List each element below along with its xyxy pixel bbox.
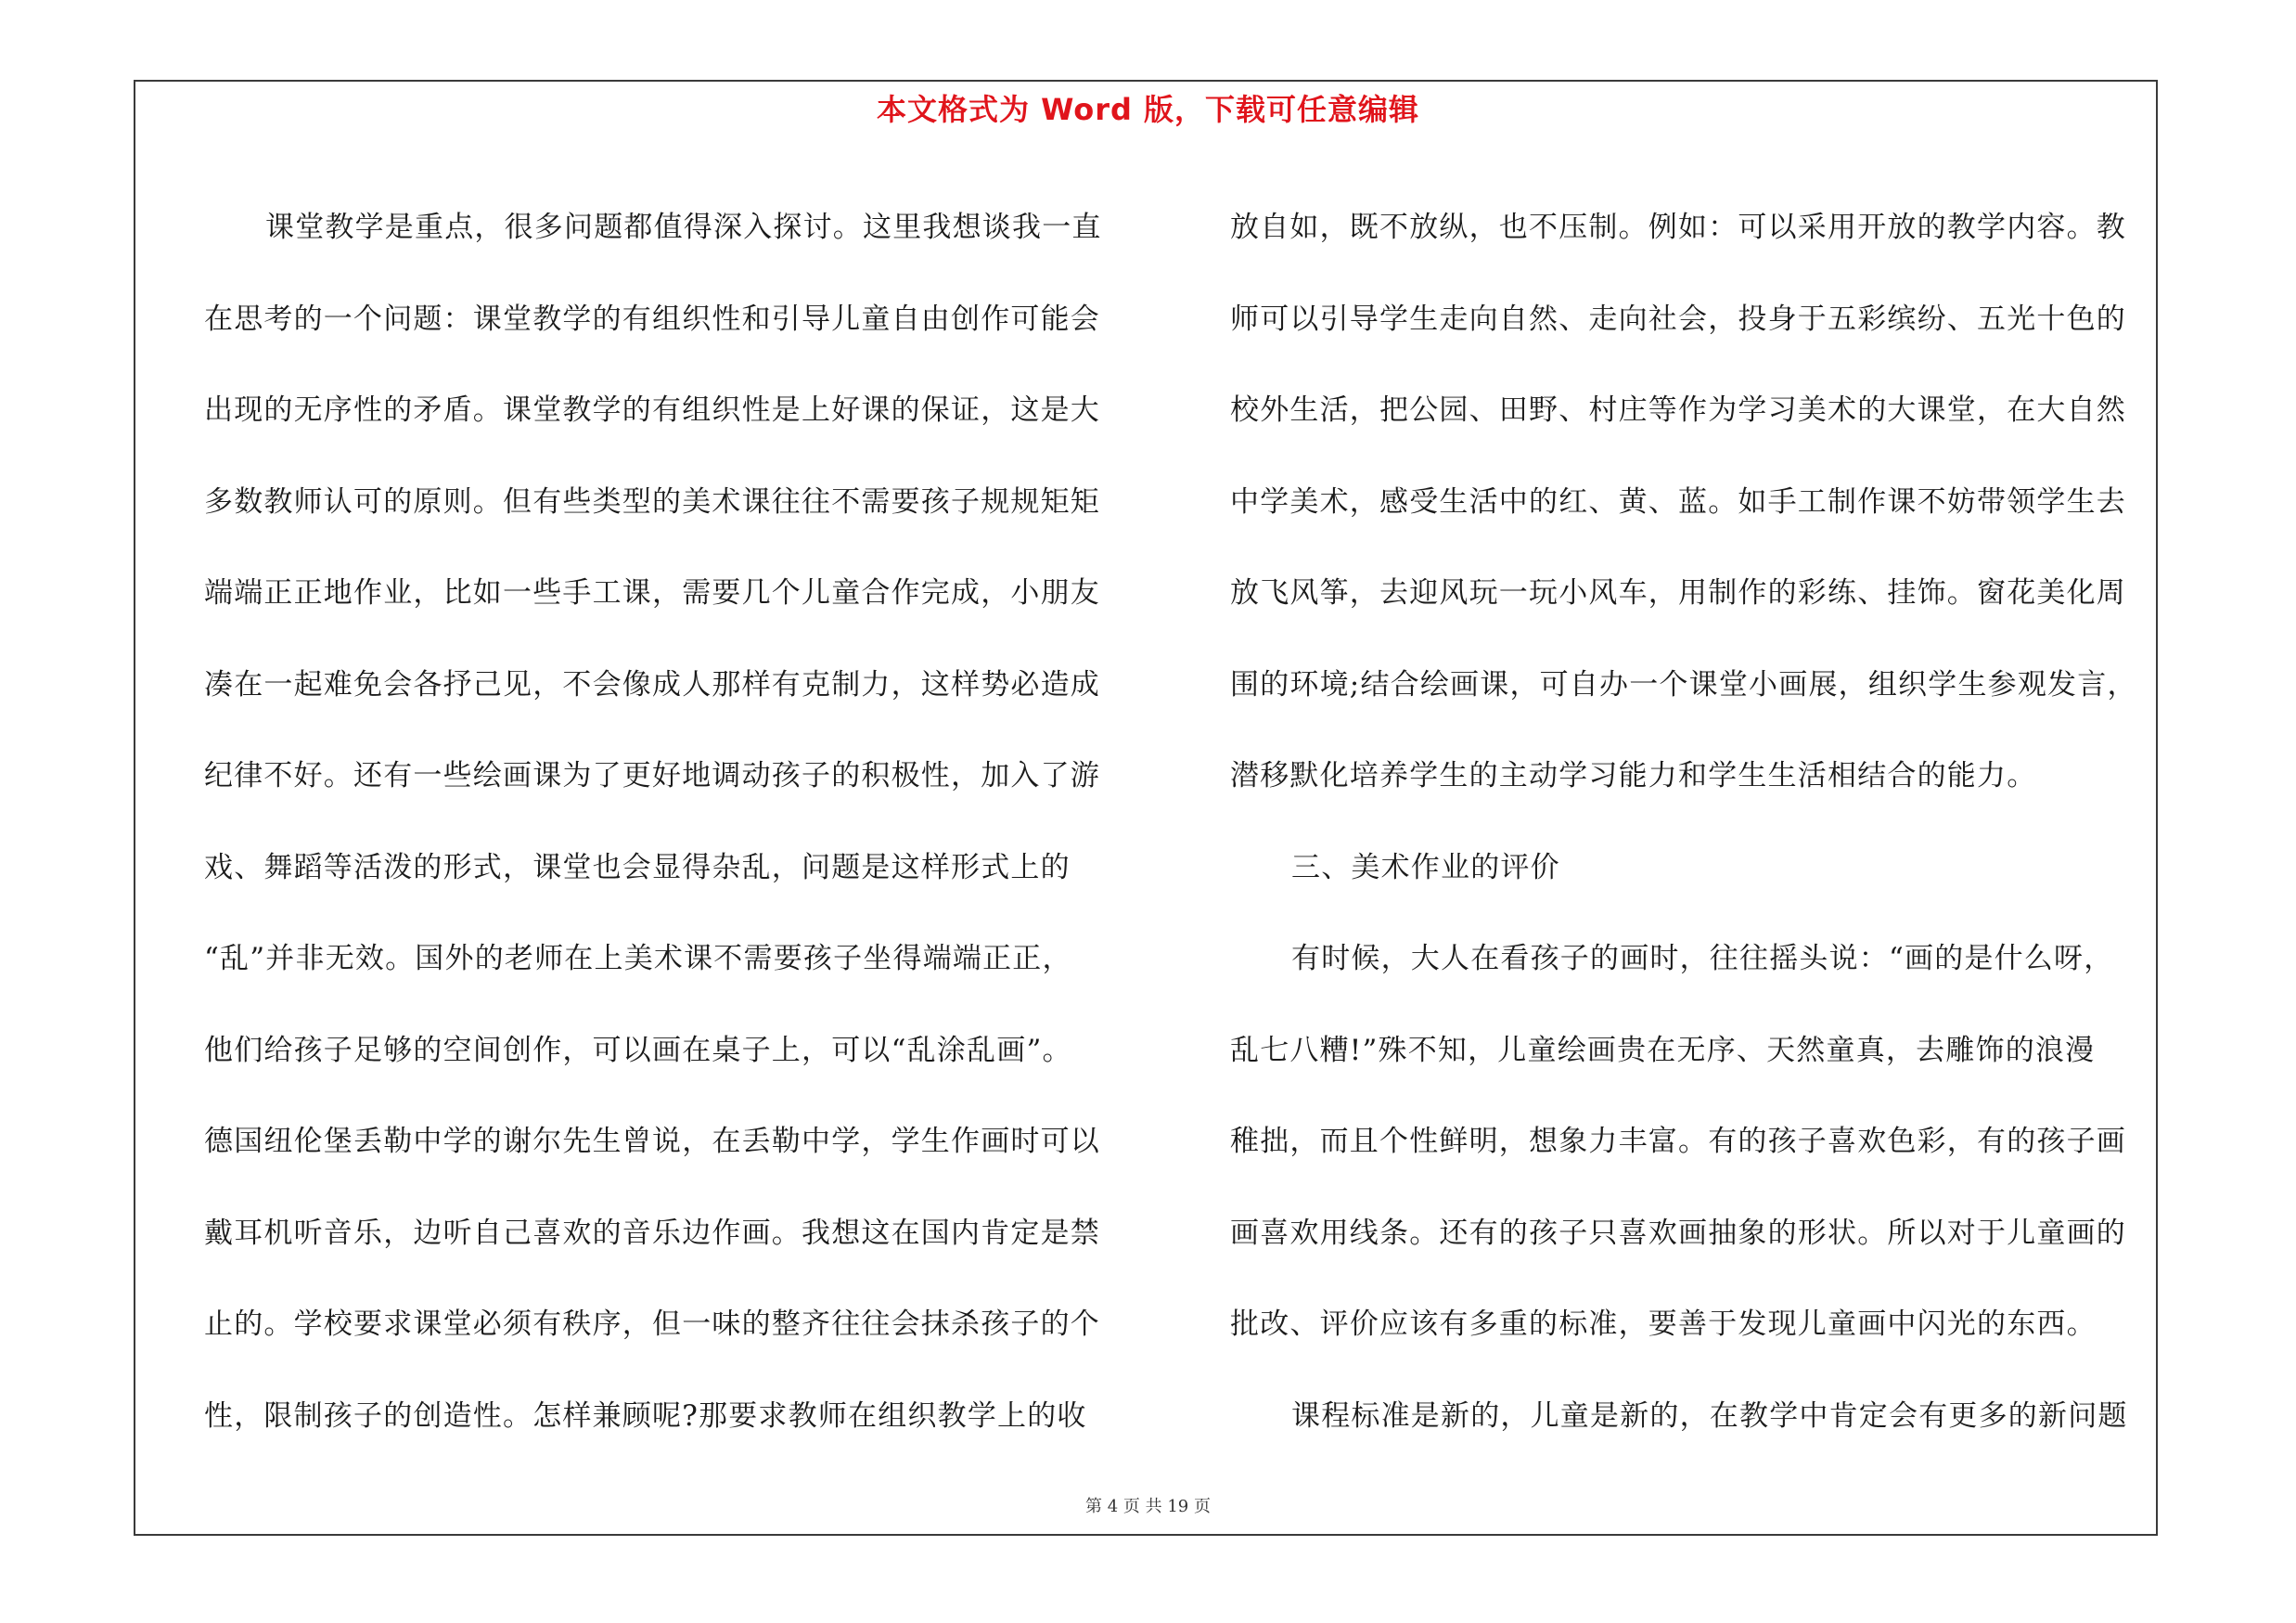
word-format-banner: 本文格式为 Word 版，下载可任意编辑 (876, 92, 1420, 127)
paragraph-line: “乱”并非无效。国外的老师在上美术课不需要孩子坐得端端正正， (204, 942, 1072, 975)
paragraph-line: 有时候，大人在看孩子的画时，往往摇头说：“画的是什么呀， (1291, 942, 2114, 975)
paragraph-line: 凑在一起难免会各抒己见，不会像成人那样有克制力，这样势必造成 (204, 667, 1100, 702)
paragraph-line: 画喜欢用线条。还有的孩子只喜欢画抽象的形状。所以对于儿童画的 (1230, 1216, 2126, 1250)
paragraph-line: 纪律不好。还有一些绘画课为了更好地调动孩子的积极性，加入了游 (204, 759, 1100, 792)
paragraph-line: 性，限制孩子的创造性。怎样兼顾呢?那要求教师在组织教学上的收 (204, 1398, 1087, 1433)
paragraph-line: 课程标准是新的，儿童是新的，在教学中肯定会有更多的新问题 (1291, 1398, 2128, 1433)
paragraph-line: 戴耳机听音乐，边听自己喜欢的音乐边作画。我想这在国内肯定是禁 (204, 1216, 1100, 1250)
paragraph-line: 放飞风筝，去迎风玩一玩小风车，用制作的彩练、挂饰。窗花美化周 (1230, 576, 2126, 610)
paragraph-line: 潜移默化培养学生的主动学习能力和学生生活相结合的能力。 (1230, 759, 2037, 792)
paragraph-line: 在思考的一个问题：课堂教学的有组织性和引导儿童自由创作可能会 (204, 302, 1100, 336)
paragraph-line: 稚拙，而且个性鲜明，想象力丰富。有的孩子喜欢色彩，有的孩子画 (1230, 1125, 2126, 1158)
paragraph-line: 师可以引导学生走向自然、走向社会，投身于五彩缤纷、五光十色的 (1230, 302, 2126, 336)
paragraph-line: 放自如，既不放纵，也不压制。例如：可以采用开放的教学内容。教 (1230, 211, 2126, 244)
paragraph-line: 端端正正地作业，比如一些手工课，需要几个儿童合作完成，小朋友 (204, 576, 1100, 610)
paragraph-line: 围的环境;结合绘画课，可自办一个课堂小画展，组织学生参观发言， (1230, 667, 2137, 702)
paragraph-line: 乱七八糟!”殊不知，儿童绘画贵在无序、天然童真，去雕饰的浪漫 (1230, 1033, 2096, 1067)
paragraph-line: 止的。学校要求课堂必须有秩序，但一味的整齐往往会抹杀孩子的个 (204, 1307, 1100, 1341)
paragraph-line: 出现的无序性的矛盾。课堂教学的有组织性是上好课的保证，这是大 (204, 393, 1100, 427)
paragraph-line: 中学美术，感受生活中的红、黄、蓝。如手工制作课不妨带领学生去 (1230, 484, 2126, 519)
right-column (1230, 182, 2186, 1462)
paragraph-line: 他们给孩子足够的空间创作，可以画在桌子上，可以“乱涂乱画”。 (204, 1033, 1072, 1067)
page-number-footer: 第 4 页 共 19 页 (1085, 1497, 1211, 1516)
paragraph-line: 戏、舞蹈等活泼的形式，课堂也会显得杂乱，问题是这样形式上的 (204, 850, 1071, 884)
paragraph-line: 德国纽伦堡丢勒中学的谢尔先生曾说，在丢勒中学，学生作画时可以 (204, 1125, 1100, 1158)
paragraph-line: 课堂教学是重点，很多问题都值得深入探讨。这里我想谈我一直 (265, 211, 1102, 244)
left-column (204, 182, 1160, 1462)
paragraph-line: 多数教师认可的原则。但有些类型的美术课往往不需要孩子规规矩矩 (204, 484, 1100, 519)
paragraph-line: 批改、评价应该有多重的标准，要善于发现儿童画中闪光的东西。 (1230, 1307, 2097, 1341)
section-heading: 三、美术作业的评价 (1291, 850, 1560, 884)
paragraph-line: 校外生活，把公园、田野、村庄等作为学习美术的大课堂，在大自然 (1230, 393, 2126, 427)
